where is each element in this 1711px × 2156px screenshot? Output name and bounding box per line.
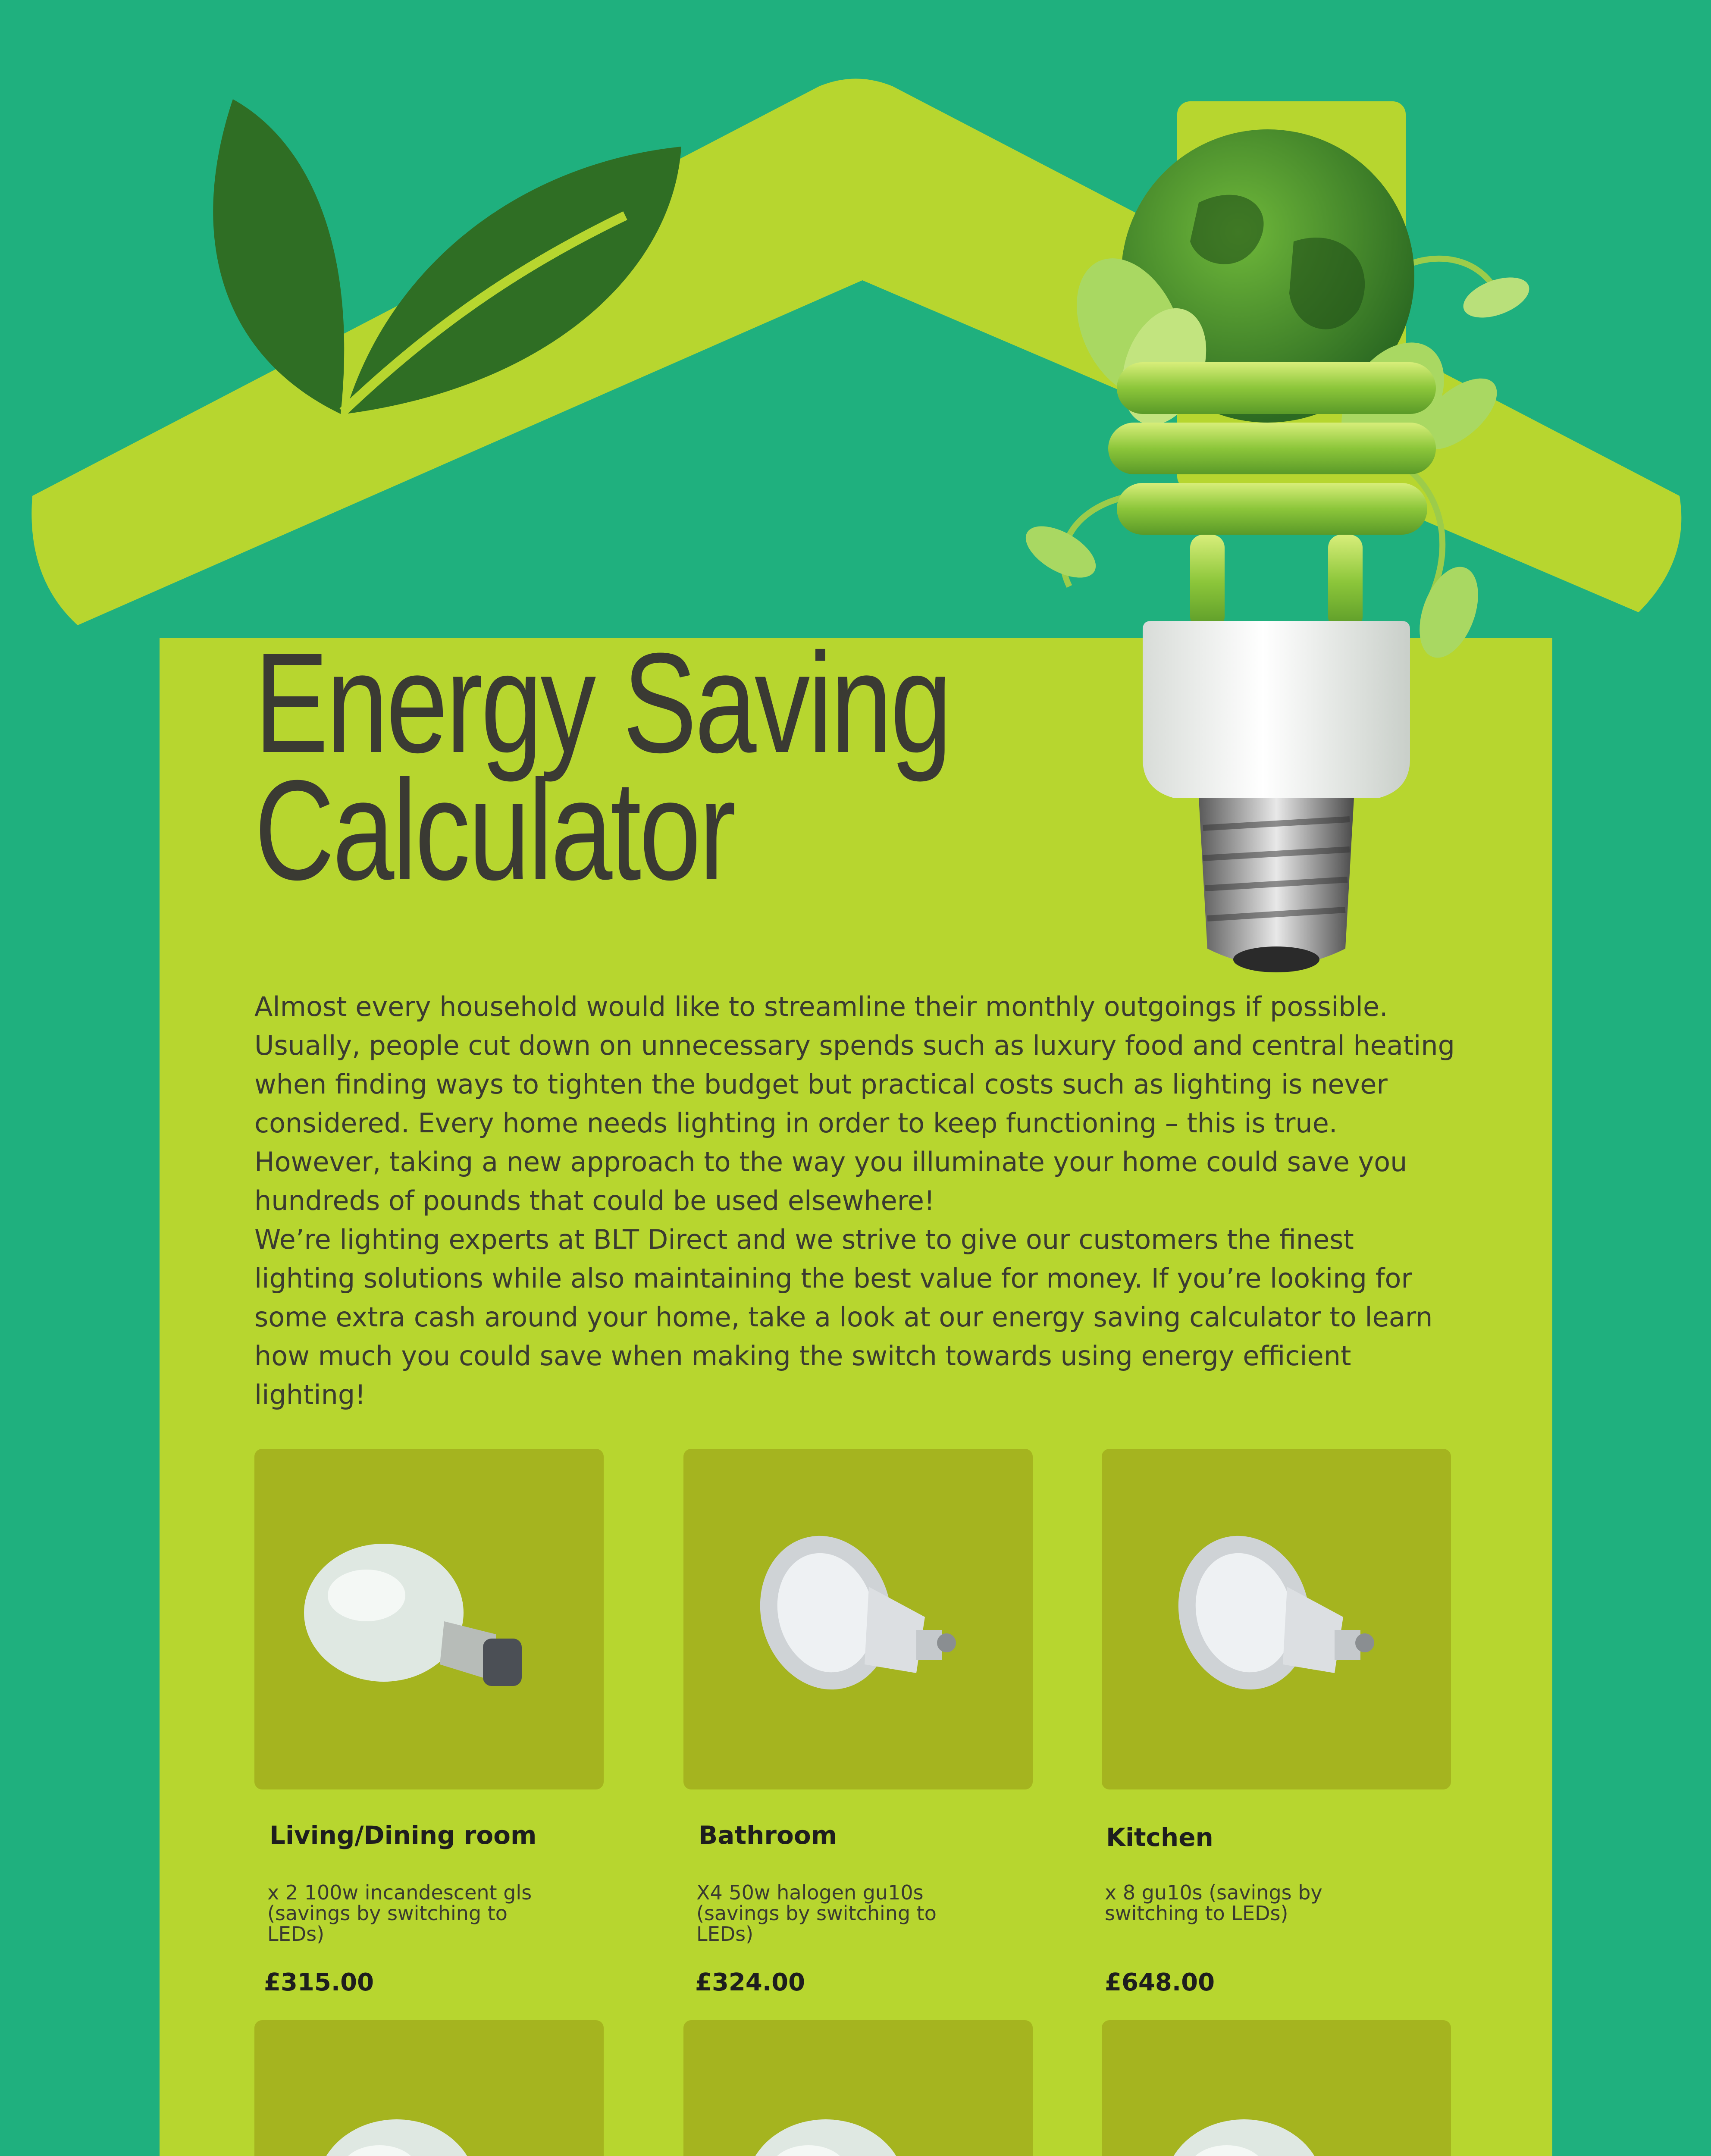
room-card-image	[1102, 1449, 1451, 1789]
gls-bulb-icon	[254, 2020, 604, 2156]
gu10-bulb-icon	[1102, 1449, 1451, 1789]
page-title-line-2: Calculator	[254, 750, 734, 909]
room-description: x 8 gu10s (savings by switching to LEDs)	[1105, 1881, 1322, 1925]
intro-text	[254, 987, 1457, 1414]
room-name: Bathroom	[699, 1821, 837, 1850]
gls-bulb-icon	[683, 2020, 1033, 2156]
intro-paragraph-1: Almost every household would like to streamline their monthly outgoings if possible. Usually, people cut down on unnecessary spends such as luxury food and central heating when finding ways to tighten the budget but practical costs such as lighting is never considered. Every home needs lighting in order to keep functioning – this is true. However, taking a new approach to the way you illuminate your home could save you hundreds of pounds that could be used elsewhere!	[254, 991, 1455, 1216]
room-card-image	[683, 1449, 1033, 1789]
room-price: £648.00	[1105, 1968, 1215, 1996]
room-card-image	[254, 2020, 604, 2156]
page-title-line-1: Energy Saving	[254, 623, 950, 782]
room-card-image	[1102, 2020, 1451, 2156]
room-card-image	[254, 1449, 604, 1789]
room-description: x 2 100w incandescent gls (savings by switching to LEDs)	[267, 1881, 532, 1946]
intro-paragraph-2: We’re lighting experts at BLT Direct and we strive to give our customers the finest lighting solutions while also maintaining the best value for money. If you’re looking for some extra cash around your home, take a look at our energy saving calculator to learn how much you could save when making the switch towards using energy efficient lighting!	[254, 1224, 1433, 1410]
gu10-bulb-icon	[683, 1449, 1033, 1789]
gls-bulb-icon	[254, 1449, 604, 1789]
gls-bulb-icon	[1102, 2020, 1451, 2156]
room-card-image	[683, 2020, 1033, 2156]
room-description: X4 50w halogen gu10s (savings by switching to LEDs)	[696, 1881, 937, 1946]
room-name: Living/Dining room	[269, 1821, 537, 1850]
room-name: Kitchen	[1106, 1823, 1213, 1852]
room-price: £324.00	[695, 1968, 805, 1996]
room-price: £315.00	[264, 1968, 374, 1996]
